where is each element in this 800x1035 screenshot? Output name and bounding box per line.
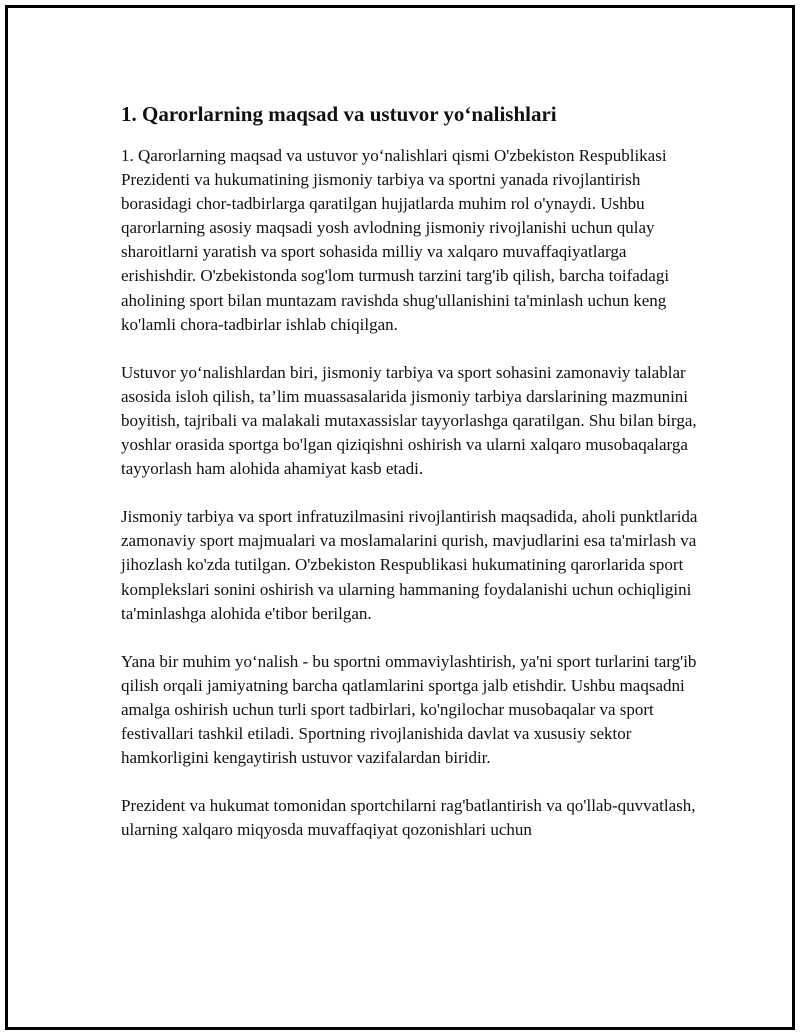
paragraph-4: Yana bir muhim yo‘nalish - bu sportni ommaviylashtirish, ya'ni sport turlarini targ'ib qilish orqali jamiyatning barcha qatlamlarini sportga jalb etishdir. Ushbu maqsadni amalga oshirish uchun turli sport tadbirlari, ko'ngilochar musobaqalar va sport festivallari tashkil etiladi. Sportning rivojlanishida davlat va xususiy sektor hamkorligini kengaytirish ustuvor vazifalardan biridir. xyxy=(121,651,697,768)
document-body xyxy=(121,100,701,866)
page-frame xyxy=(5,5,795,1030)
paragraph-1: 1. Qarorlarning maqsad va ustuvor yo‘nalishlari qismi O'zbekiston Respublikasi Prezidenti va hukumatining jismoniy tarbiya va sportni yanada rivojlantirish borasidagi chor-tadbirlarga qaratilgan hujjatlarda muhim rol o'ynaydi. Ushbu qarorlarning asosiy maqsadi yosh avlodning jismoniy rivojlanishi uchun qulay sharoitlarni yaratish va sport sohasida milliy va xalqaro muvaffaqiyatlarga erishishdir. O'zbekistonda sog'lom turmush tarzini targ'ib qilish, barcha toifadagi aholining sport bilan muntazam ravishda shug'ullanishini ta'minlash uchun keng ko'lamli chora-tadbirlar ishlab chiqilgan. xyxy=(121,146,670,334)
section-heading: 1. Qarorlarning maqsad va ustuvor yo‘nalishlari xyxy=(121,102,557,126)
paragraph-2: Ustuvor yo‘nalishlardan biri, jismoniy tarbiya va sport sohasini zamonaviy talablar asosida isloh qilish, ta’lim muassasalarida jismoniy tarbiya darslarining mazmunini boyitish, tajribali va malakali mutaxassislar tayyorlashga qaratilgan. Shu bilan birga, yoshlar orasida sportga bo'lgan qiziqishni oshirish va ularni xalqaro musobaqalarga tayyorlash ham alohida ahamiyat kasb etadi. xyxy=(121,362,697,479)
paragraph-5: Prezident va hukumat tomonidan sportchilarni rag'batlantirish va qo'llab-quvvatlash, ularning xalqaro miqyosda muvaffaqiyat qozonishlari uchun xyxy=(121,796,696,840)
paragraph-3: Jismoniy tarbiya va sport infratuzilmasini rivojlantirish maqsadida, aholi punktlarida zamonaviy sport majmualari va moslamalarini qurish, mavjudlarini esa ta'mirlash va jihozlash ko'zda tutilgan. O'zbekiston Respublikasi hukumatining qarorlarida sport komplekslari sonini oshirish va ularning hammaning foydalanishi uchun ochiqligini ta'minlashga alohida e'tibor berilgan. xyxy=(121,507,698,623)
